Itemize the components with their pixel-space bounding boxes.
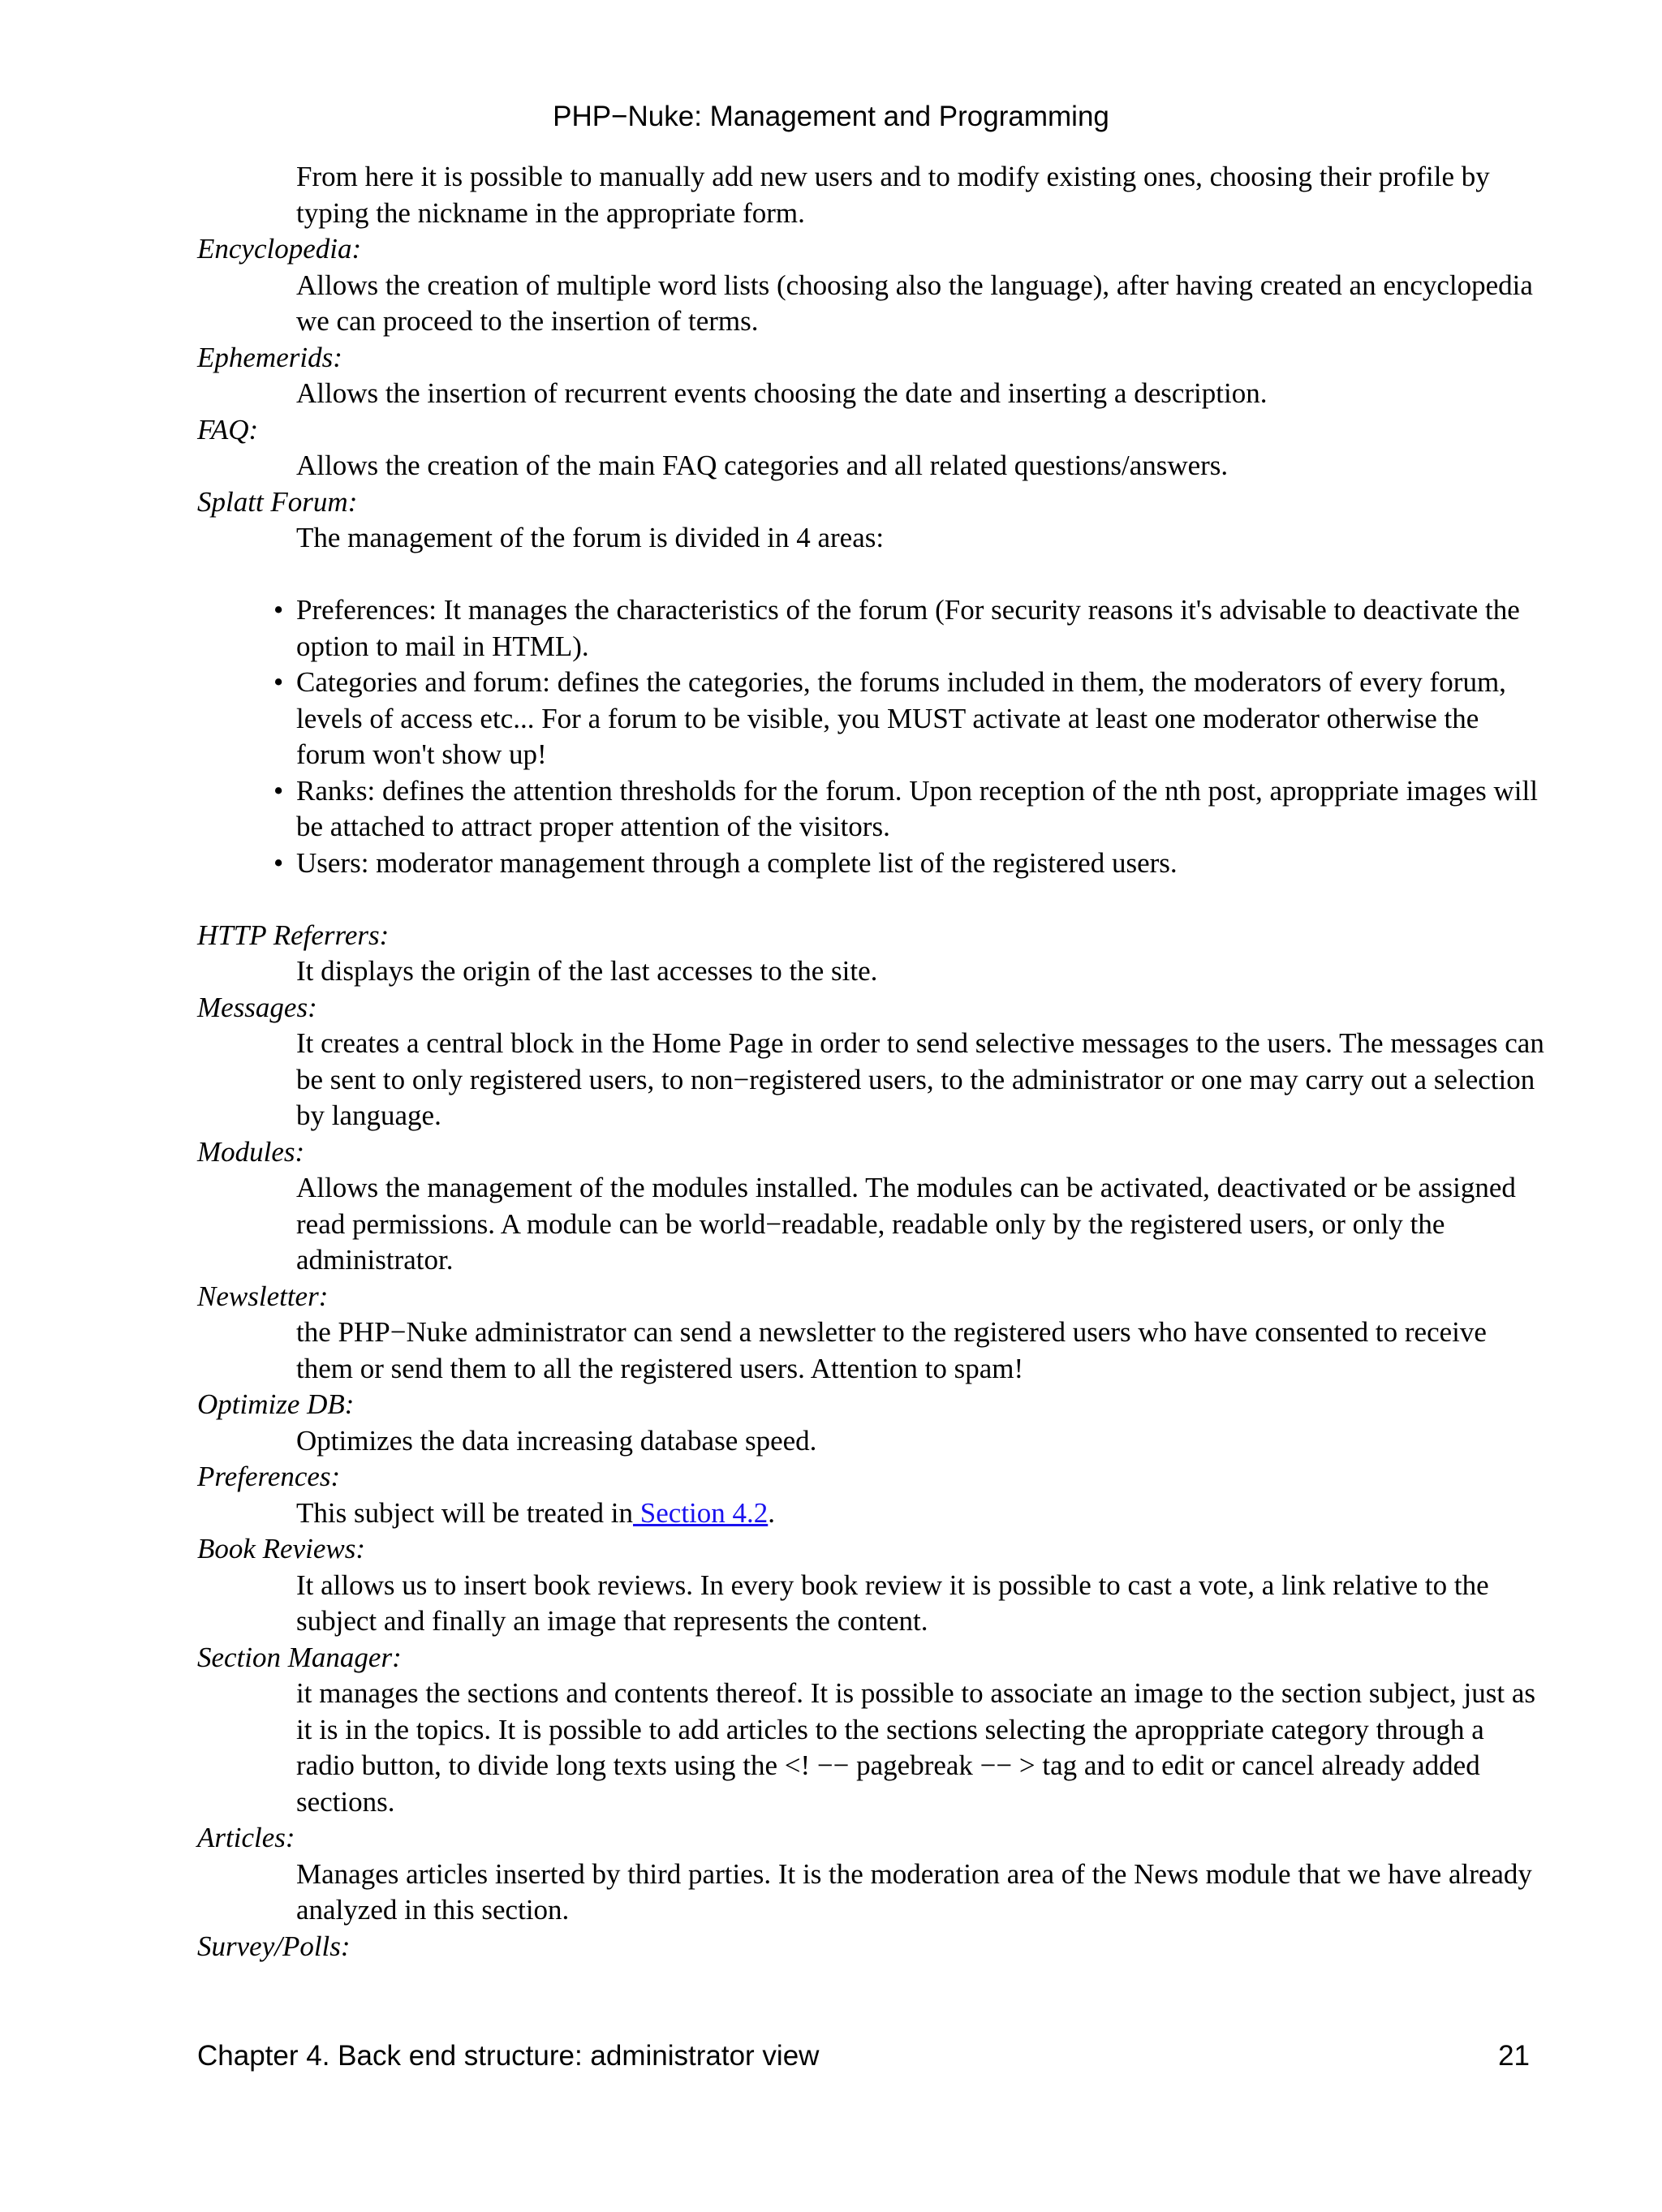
- page-footer: [197, 2038, 1530, 2074]
- page-header: [0, 99, 1662, 135]
- page-content: [197, 159, 1544, 1965]
- term-survey-polls: Survey/Polls:: [197, 1930, 351, 1962]
- document-title: PHP−Nuke: Management and Programming: [553, 101, 1109, 132]
- term-ephemerids: Ephemerids:: [197, 341, 342, 373]
- desc-ephemerids: Allows the insertion of recurrent events choosing the date and inserting a description.: [296, 377, 1268, 409]
- list-item: • Categories and forum: defines the categories, the forums included in them, the moderators of every forum, levels of access etc... For a forum to be visible, you MUST activate at least one moderator otherwise the forum won't show up!: [273, 666, 1506, 770]
- term-encyclopedia: Encyclopedia:: [197, 233, 362, 265]
- desc-section-manager: it manages the sections and contents thereof. It is possible to associate an image to the section subject, just as it is in the topics. It is possible to add articles to the sections selecting the aproppriate category through a radio button, to divide long texts using the <! −− pagebreak −− > tag and to edit or cancel already added sections.: [296, 1677, 1535, 1818]
- term-book-reviews: Book Reviews:: [197, 1533, 365, 1564]
- intro-text: From here it is possible to manually add new users and to modify existing ones, choosing their profile by typing the nickname in the appropriate form.: [296, 161, 1490, 229]
- desc-faq: Allows the creation of the main FAQ categories and all related questions/answers.: [296, 450, 1229, 481]
- term-faq: FAQ:: [197, 413, 259, 445]
- bullet-icon: •: [273, 594, 284, 626]
- term-newsletter: Newsletter:: [197, 1280, 329, 1312]
- list-item: • Ranks: defines the attention thresholds for the forum. Upon reception of the nth post, aproppriate images will be attached to attract proper attention of the visitors.: [273, 774, 1538, 842]
- term-modules: Modules:: [197, 1135, 305, 1168]
- term-splatt-forum: Splatt Forum:: [197, 485, 358, 518]
- bullet-icon: •: [273, 666, 284, 698]
- desc-splatt-forum: The management of the forum is divided in 4 areas:: [296, 522, 885, 553]
- term-articles: Articles:: [197, 1822, 295, 1853]
- desc-messages: It creates a central block in the Home Page in order to send selective messages to the users. The messages can be sent to only registered users, to non−registered users, to the administrator or one may carry out a selection by language.: [296, 1027, 1544, 1131]
- section-4-2-link[interactable]: Section 4.2: [633, 1496, 769, 1529]
- term-optimize-db: Optimize DB:: [197, 1388, 355, 1420]
- desc-articles: Manages articles inserted by third parties. It is the moderation area of the News module that we have already analyzed in this section.: [296, 1857, 1532, 1926]
- desc-newsletter: the PHP−Nuke administrator can send a newsletter to the registered users who have consented to receive them or send them to all the registered users. Attention to spam!: [296, 1316, 1487, 1384]
- term-messages: Messages:: [197, 991, 317, 1023]
- term-preferences: Preferences:: [197, 1461, 341, 1492]
- list-item: • Users: moderator management through a complete list of the registered users.: [296, 846, 1544, 882]
- desc-book-reviews: It allows us to insert book reviews. In every book review it is possible to cast a vote, a link relative to the subject and finally an image that represents the content.: [296, 1569, 1489, 1637]
- desc-modules: Allows the management of the modules installed. The modules can be activated, deactivated or be assigned read permissions. A module can be world−readable, readable only by the registered users, or only the administrator.: [296, 1172, 1516, 1276]
- bullet-icon: •: [273, 774, 284, 807]
- list-item: • Preferences: It manages the characteristics of the forum (For security reasons it's advisable to deactivate the option to mail in HTML).: [273, 594, 1520, 662]
- term-http-referrers: HTTP Referrers:: [197, 919, 390, 951]
- desc-optimize-db: Optimizes the data increasing database speed.: [296, 1424, 817, 1457]
- page-number: 21: [1498, 2040, 1530, 2072]
- bullet-icon: •: [273, 846, 284, 879]
- desc-preferences: This subject will be treated in Section 4.2.: [296, 1496, 776, 1529]
- forum-areas-list: [273, 592, 1544, 881]
- chapter-title: Chapter 4. Back end structure: administrator view: [197, 2040, 820, 2072]
- desc-http-referrers: It displays the origin of the last accesses to the site.: [296, 955, 878, 987]
- desc-encyclopedia: Allows the creation of multiple word lists (choosing also the language), after having created an encyclopedia we can proceed to the insertion of terms.: [296, 269, 1533, 337]
- term-section-manager: Section Manager:: [197, 1641, 402, 1673]
